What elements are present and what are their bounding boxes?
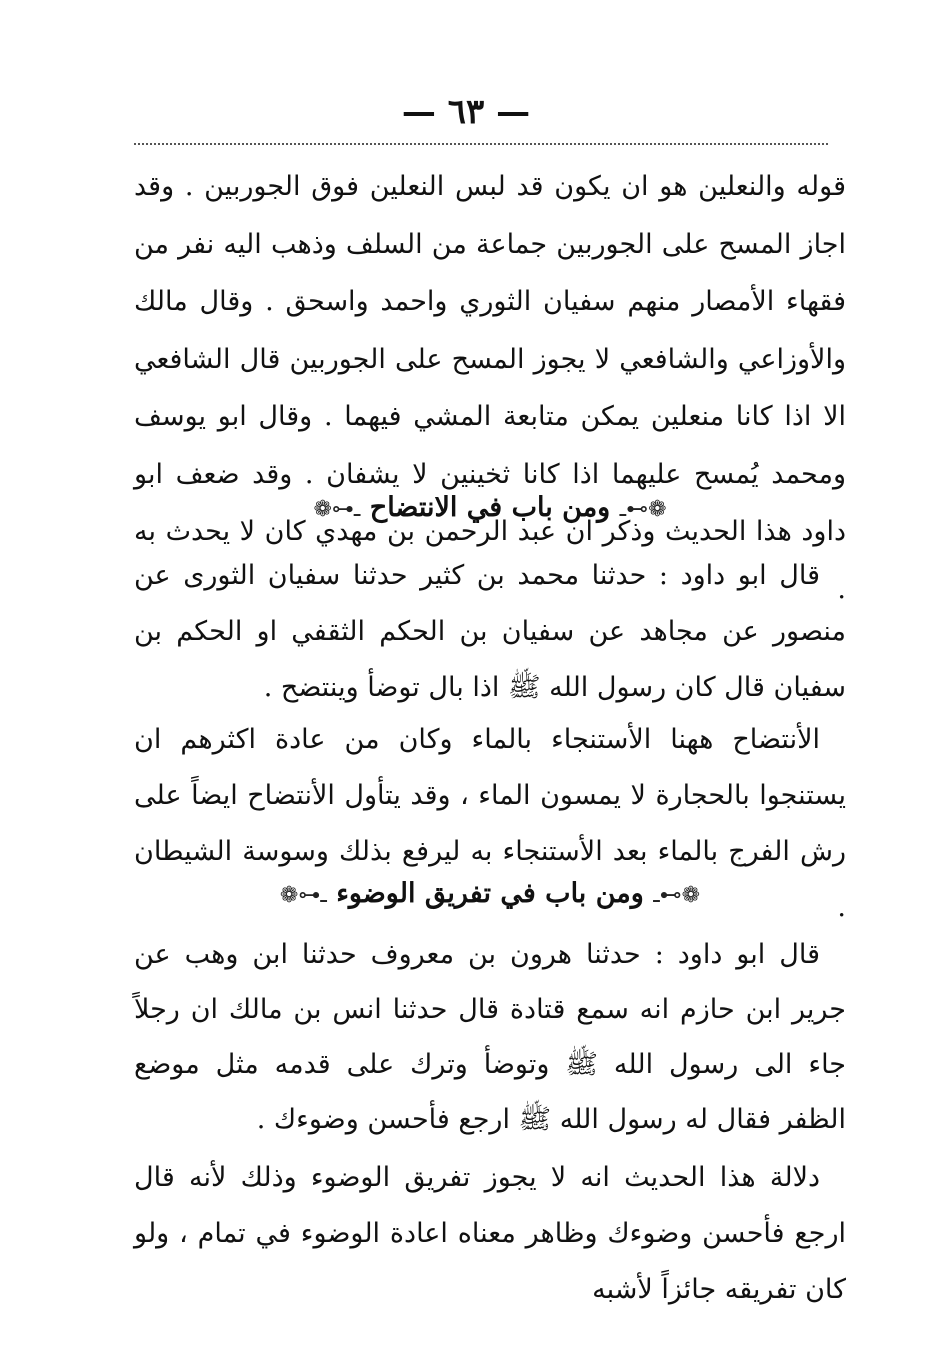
paragraph-1: قوله والنعلين هو ان يكون قد لبس النعلين فوق الجوربين . وقد اجاز المسح على الجوربين جماعة من السلف وذهب اليه نفر من فقهاء الأمصار منهم سفيان الثوري واحمد واسحق . وقال مالك والأوزاعي والشافعي لا يجوز المسح على الجوربين قال الشافعي الا اذا كانا منعلين يمكن متابعة المشي فيهما . وقال ابو يوسف ومحمد يُمسح عليهما اذا كانا ثخينين لا يشفان . وقد ضعف ابو داود هذا الحديث وذكر ان عبد الرحمن بن مهدي كان لا يحدث به . — [134, 171, 846, 605]
header-rule — [134, 143, 828, 145]
paragraph-2: قال ابو داود : حدثنا محمد بن كثير حدثنا سفيان الثورى عن منصور عن مجاهد عن سفيان بن الحكم الثقفي او الحكم بن سفيان قال كان رسول الله ﷺ اذا بال توضأ وينتضح . — [134, 560, 846, 703]
section-heading-intidah — [134, 488, 846, 530]
heading-title: ومن باب في الانتضاح — [369, 492, 611, 523]
ornament-right: ❁⊶ـ — [619, 497, 667, 522]
paragraph-3: الأنتضاح ههنا الأستنجاء بالماء وكان من عادة اكثرهم ان يستنجوا بالحجارة لا يمسون الماء ، وقد يتأول الأنتضاح ايضاً على رش الفرج بالماء بعد الأستنجاء به ليرفع بذلك وسوسة الشيطان . — [134, 724, 846, 923]
ornament-left: ـ⊷❁ — [279, 883, 327, 908]
heading-title: ومن باب في تفريق الوضوء — [336, 878, 644, 909]
ornament-left: ـ⊷❁ — [313, 497, 361, 522]
section-heading-tafriq — [134, 874, 846, 916]
paragraph-5: دلالة هذا الحديث انه لا يجوز تفريق الوضوء وذلك لأنه قال ارجع فأحسن وضوءك وظاهر معناه اعادة الوضوء في تمام ، ولو كان تفريقه جائزاً لأشبه — [134, 1162, 846, 1305]
paragraph-4: قال ابو داود : حدثنا هرون بن معروف حدثنا ابن وهب عن جرير ابن حازم انه سمع قتادة قال حدثنا انس بن مالك ان رجلاً جاء الى رسول الله ﷺ وتوضأ وترك على قدمه مثل موضع الظفر فقال له رسول الله ﷺ ارجع فأحسن وضوءك . — [134, 939, 846, 1135]
ornament-right: ❁⊶ـ — [653, 883, 701, 908]
page-number: — ٦٣ — — [401, 92, 531, 132]
